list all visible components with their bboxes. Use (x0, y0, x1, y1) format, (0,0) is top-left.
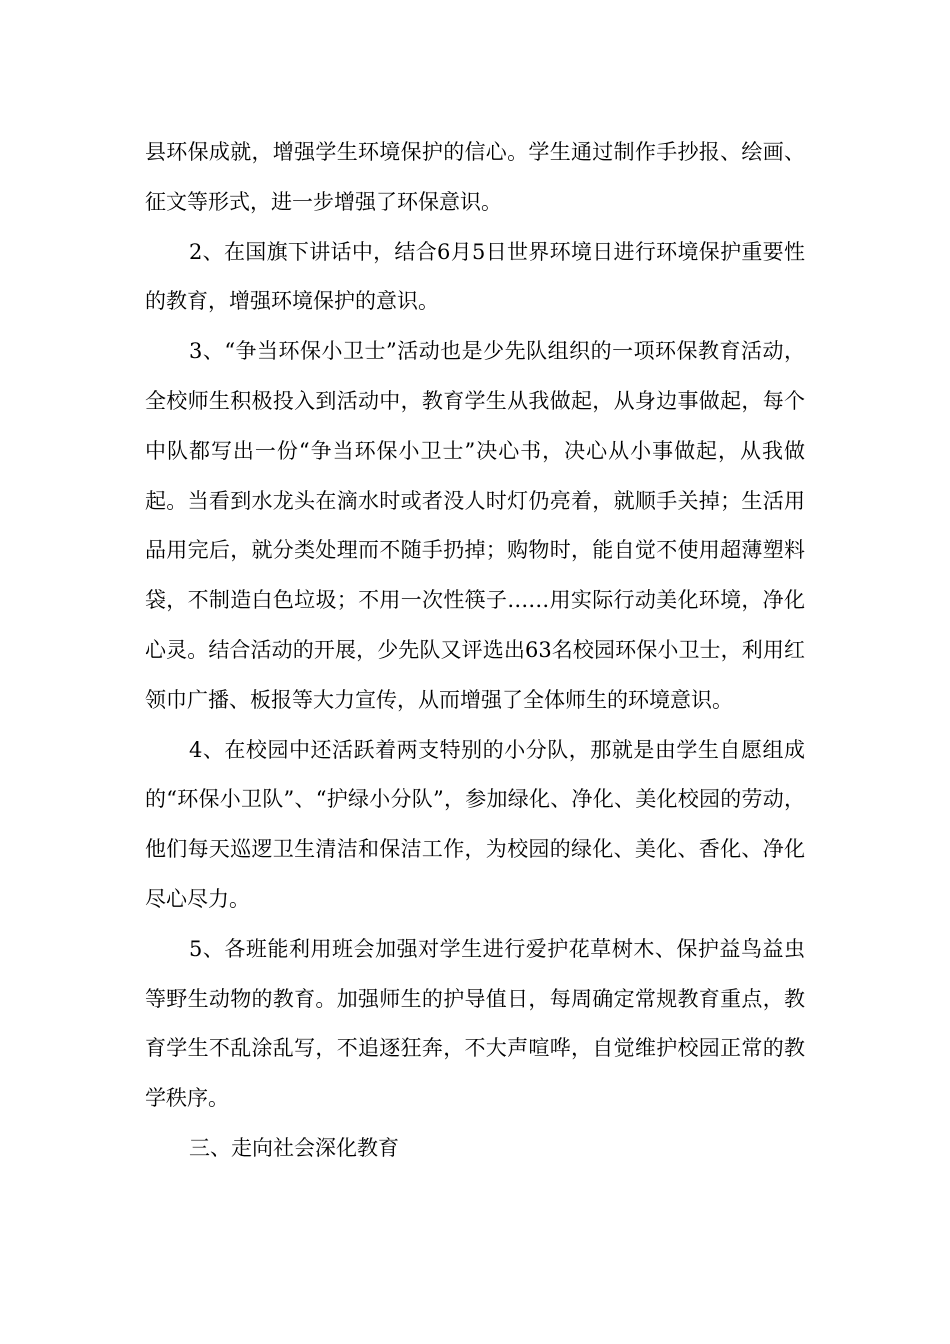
paragraph-continued: 县环保成就，增强学生环境保护的信心。学生通过制作手抄报、绘画、征文等形式，进一步增强了环保意识。 (145, 140, 805, 214)
paragraph-item-2: 2、在国旗下讲话中，结合6月5日世界环境日进行环境保护重要性的教育，增强环境保护的意识。 (145, 239, 805, 314)
paragraph-item-5: 5、各班能利用班会加强对学生进行爱护花草树木、保护益鸟益虫等野生动物的教育。加强师生的护导值日，每周确定常规教育重点，教育学生不乱涂乱写，不追逐狂奔，不大声喧哗，自觉维护校园正常的教学秩序。 (145, 936, 805, 1111)
section-heading: 三、走向社会深化教育 (189, 1135, 399, 1160)
paragraph-item-4: 4、在校园中还活跃着两支特别的小分队，那就是由学生自愿组成的“环保小卫队”、“护绿小分队”，参加绿化、净化、美化校园的劳动，他们每天巡逻卫生清洁和保洁工作，为校园的绿化、美化、香化、净化尽心尽力。 (145, 737, 805, 911)
document-page (145, 128, 805, 1174)
paragraph-item-3: 3、“争当环保小卫士”活动也是少先队组织的一项环保教育活动，全校师生积极投入到活动中，教育学生从我做起，从身边事做起，每个中队都写出一份“争当环保小卫士”决心书，决心从小事做起，从我做起。当看到水龙头在滴水时或者没人时灯仍亮着，就顺手关掉；生活用品用完后，就分类处理而不随手扔掉；购物时，能自觉不使用超薄塑料袋，不制造白色垃圾；不用一次性筷子……用实际行动美化环境，净化心灵。结合活动的开展，少先队又评选出63名校园环保小卫士，利用红领巾广播、板报等大力宣传，从而增强了全体师生的环境意识。 (145, 339, 805, 712)
